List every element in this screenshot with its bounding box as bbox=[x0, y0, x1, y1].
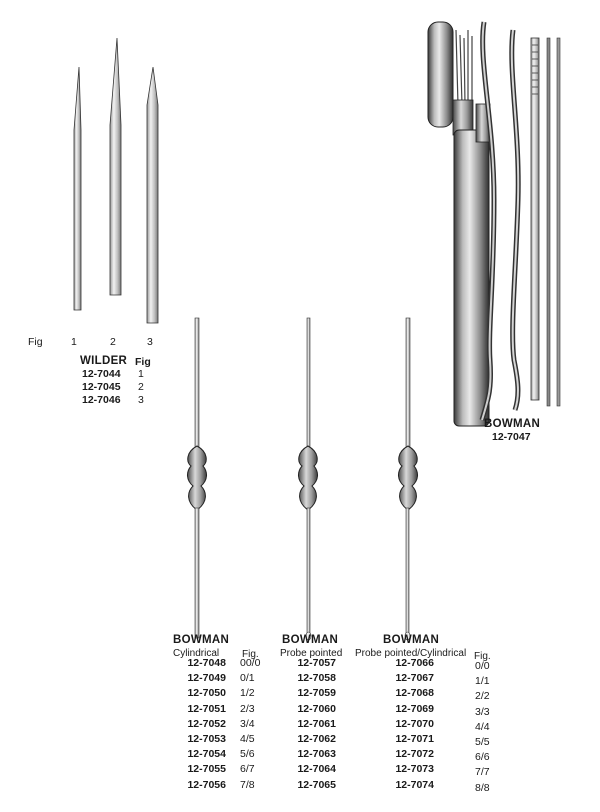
bowman-set-case bbox=[428, 22, 560, 426]
bowman-probe-pointed-codes bbox=[288, 656, 336, 793]
fig-value: 0/0 bbox=[475, 660, 490, 672]
table-row: 12-7061 bbox=[297, 717, 336, 730]
bowman-probe-pointed-cylindrical-figs bbox=[475, 659, 490, 796]
table-row: 12-7054 bbox=[187, 748, 226, 761]
fig-value: 7/7 bbox=[475, 766, 490, 779]
table-row bbox=[82, 394, 144, 407]
bowman-probe-pointed-cylindrical-title: BOWMAN bbox=[383, 634, 440, 646]
table-row: 12-7064 bbox=[297, 763, 336, 776]
fig-value: 3/4 bbox=[240, 717, 255, 730]
fig-value: 6/7 bbox=[240, 763, 255, 776]
table-row: 12-7052 bbox=[187, 717, 226, 730]
fig-value: 4/5 bbox=[240, 732, 255, 745]
table-row: 12-7049 bbox=[187, 672, 226, 685]
fig-value: 7/8 bbox=[240, 778, 255, 791]
table-row: 12-7050 bbox=[187, 687, 226, 700]
table-row: 12-7060 bbox=[297, 702, 336, 715]
bowman-probe-pointed-cylindrical-fig-header: Fig. bbox=[474, 651, 491, 662]
wilder-title: WILDER bbox=[80, 355, 128, 367]
bowman-probe-cylindrical bbox=[187, 318, 206, 638]
fig-number-2: 2 bbox=[110, 336, 116, 348]
table-row: 12-7062 bbox=[297, 732, 336, 745]
bowman-set-title: BOWMAN bbox=[484, 418, 541, 430]
fig-value: 5/6 bbox=[240, 748, 255, 761]
bowman-probe-pointed-title: BOWMAN bbox=[282, 634, 339, 646]
bowman-probe-pointed-cylindrical bbox=[398, 318, 417, 640]
fig-number-1: 1 bbox=[71, 336, 77, 348]
fig-value: 2/3 bbox=[240, 702, 255, 715]
bowman-cylindrical-codes bbox=[178, 656, 226, 793]
table-row: 12-7059 bbox=[297, 687, 336, 700]
table-row: 12-7057 bbox=[297, 657, 336, 669]
wilder-dilator-1 bbox=[74, 67, 81, 310]
bowman-probe-pointed-cylindrical-codes bbox=[386, 656, 434, 793]
bowman-cylindrical-figs bbox=[240, 656, 260, 793]
table-row: 12-7070 bbox=[395, 717, 434, 730]
table-row: 12-7068 bbox=[395, 687, 434, 700]
fig-value: 8/8 bbox=[475, 781, 490, 794]
table-row: 12-7072 bbox=[395, 748, 434, 761]
product-code: 12-7045 bbox=[82, 381, 121, 393]
table-row: 12-7067 bbox=[395, 672, 434, 685]
table-row: 12-7063 bbox=[297, 748, 336, 761]
fig-value: 5/5 bbox=[475, 735, 490, 748]
table-row: 12-7066 bbox=[395, 657, 434, 669]
bowman-set-code: 12-7047 bbox=[492, 431, 531, 443]
table-row: 12-7074 bbox=[395, 778, 434, 791]
bowman-cylindrical-subtitle: Cylindrical bbox=[173, 648, 220, 659]
wilder-fig-header: Fig bbox=[135, 356, 151, 368]
fig-label: Fig bbox=[28, 336, 43, 348]
table-row: 12-7053 bbox=[187, 732, 226, 745]
table-row: 12-7058 bbox=[297, 672, 336, 685]
bowman-probe-pointed-subtitle: Probe pointed bbox=[280, 648, 343, 659]
table-row: 12-7055 bbox=[187, 763, 226, 776]
bowman-probe-pointed-cylindrical-subtitle: Probe pointed/Cylindrical bbox=[355, 648, 467, 659]
table-row: 12-7065 bbox=[297, 778, 336, 791]
wilder-dilator-2 bbox=[110, 38, 121, 295]
table-row: 12-7051 bbox=[187, 702, 226, 715]
table-row: 12-7073 bbox=[395, 763, 434, 776]
fig-value: 4/4 bbox=[475, 720, 490, 733]
fig-value: 2/2 bbox=[475, 690, 490, 703]
fig-value: 2 bbox=[138, 381, 144, 393]
product-code: 12-7046 bbox=[82, 394, 121, 406]
fig-value: 0/1 bbox=[240, 672, 255, 685]
fig-value: 3 bbox=[138, 394, 144, 406]
table-row bbox=[82, 368, 144, 381]
bowman-cylindrical-fig-header: Fig. bbox=[242, 649, 259, 660]
fig-number-3: 3 bbox=[147, 336, 153, 348]
wilder-dilator-3 bbox=[147, 67, 158, 323]
fig-value: 00/0 bbox=[240, 657, 261, 669]
fig-value: 1 bbox=[138, 368, 144, 380]
table-row: 12-7071 bbox=[395, 732, 434, 745]
bowman-probe-pointed bbox=[298, 318, 317, 640]
table-row: 12-7056 bbox=[187, 778, 226, 791]
table-row: 12-7048 bbox=[187, 657, 226, 669]
product-code: 12-7044 bbox=[82, 368, 121, 380]
fig-value: 6/6 bbox=[475, 751, 490, 764]
bowman-cylindrical-title: BOWMAN bbox=[173, 634, 230, 646]
fig-value: 1/1 bbox=[475, 675, 490, 688]
fig-value: 1/2 bbox=[240, 687, 255, 700]
wilder-table bbox=[82, 368, 144, 407]
table-row: 12-7069 bbox=[395, 702, 434, 715]
table-row bbox=[82, 381, 144, 394]
fig-value: 3/3 bbox=[475, 705, 490, 718]
